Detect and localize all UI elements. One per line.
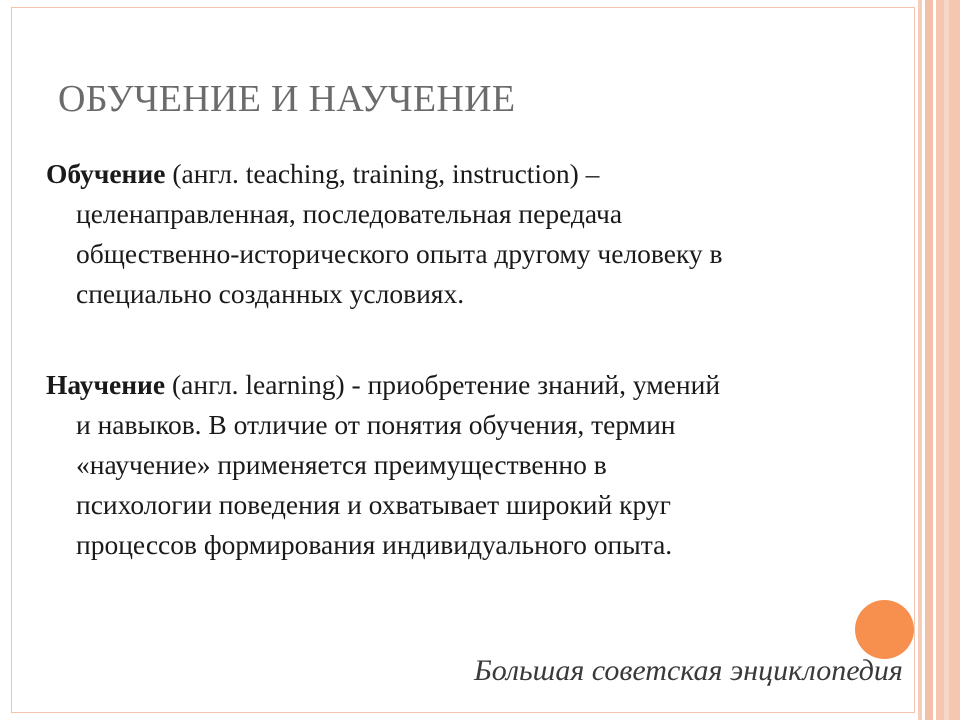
slide-title: ОБУЧЕНИЕ И НАУЧЕНИЕ [58,78,516,120]
definition-line: «научение» применяется преимущественно в [76,449,607,480]
decorative-stripe [918,0,922,720]
definition-line: общественно-исторического опыта другому человеку в [76,238,723,269]
definition-line: специально созданных условиях. [76,278,465,309]
definition-text: (англ. teaching, training, instruction) – [165,158,600,189]
definition-line: и навыков. В отличие от понятия обучения, термин [76,409,676,440]
decorative-stripe [944,0,949,720]
definition-learning [46,365,916,565]
definition-line: психологии поведения и охватывает широкий круг [76,489,671,520]
definition-line: целенаправленная, последовательная передача [76,198,623,229]
decorative-circle [855,600,914,659]
definition-line [46,154,916,194]
decorative-stripe [925,0,933,720]
definition-line: процессов формирования индивидуального опыта. [76,529,673,560]
term-learning: Научение [46,369,166,400]
term-teaching: Обучение [46,158,166,189]
source-citation: Большая советская энциклопедия [474,654,903,687]
definition-line [46,365,916,405]
definition-teaching [46,154,916,314]
definition-text: (англ. learning) - приобретение знаний, умений [165,369,721,400]
